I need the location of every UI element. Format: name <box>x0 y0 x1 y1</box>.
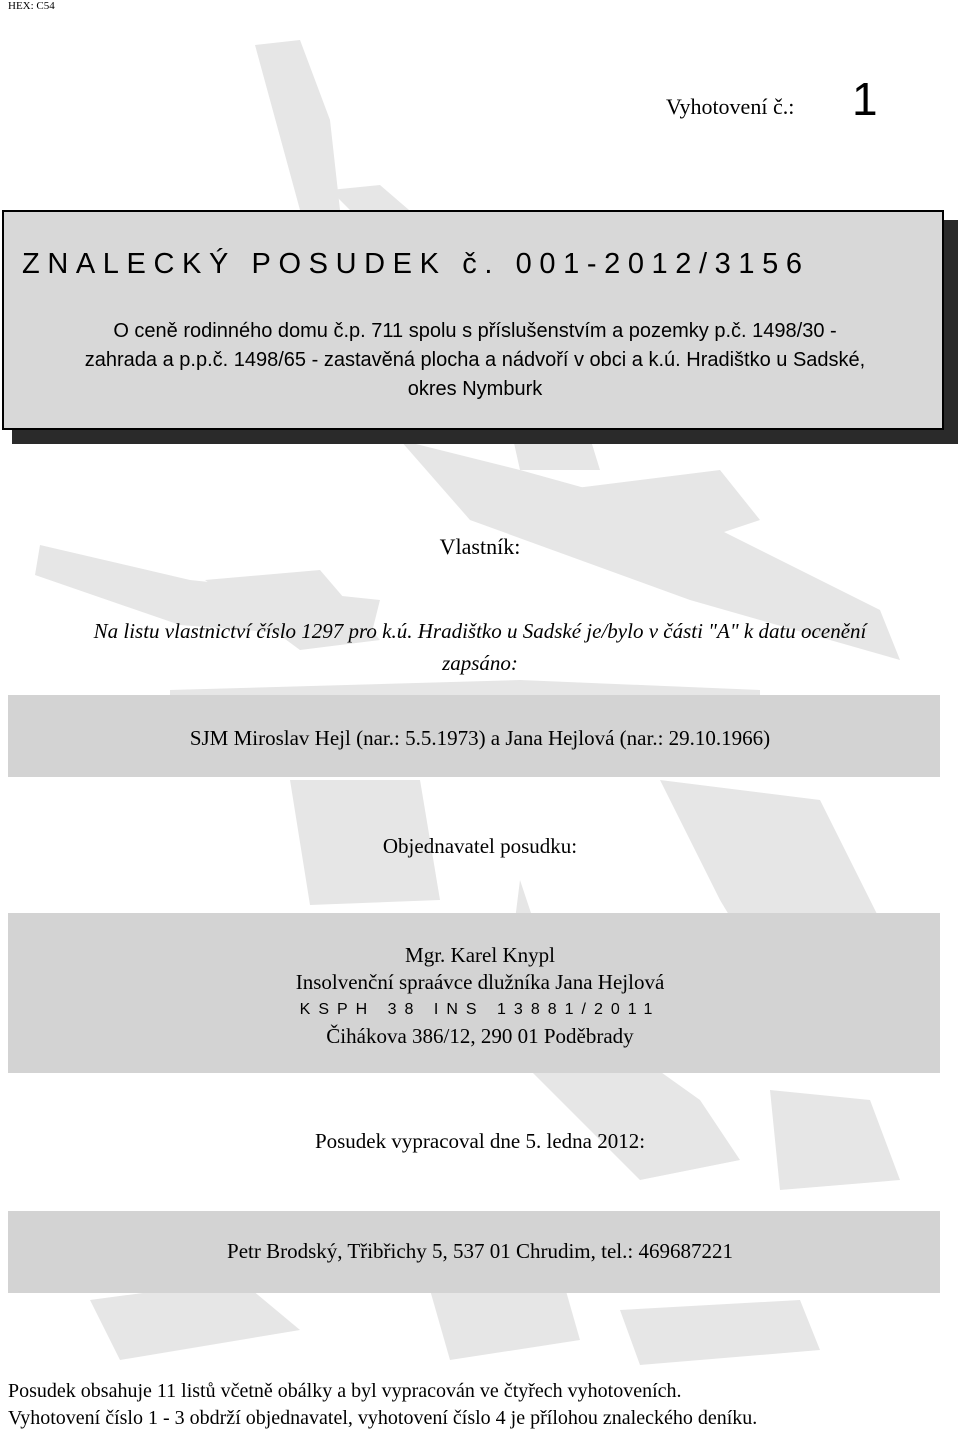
case-number: KSPH 38 INS 13881/2011 <box>299 1001 661 1018</box>
owners-text: SJM Miroslav Hejl (nar.: 5.5.1973) a Jana Hejlová (nar.: 29.10.1966) <box>189 726 771 750</box>
subtitle-line-3: okres Nymburk <box>407 378 543 400</box>
copy-number-label: Vyhotovení č.: <box>666 94 795 119</box>
footer-note <box>8 1378 757 1432</box>
subtitle-line-2: zahrada a p.p.č. 1498/65 - zastavěná plocha a nádvoří v obci a k.ú. Hradištko u Sadské, <box>84 349 866 371</box>
prepared-date: Posudek vypracoval dne 5. ledna 2012: <box>314 1129 646 1153</box>
author-text: Petr Brodský, Třibřichy 5, 537 01 Chrudim, tel.: 469687221 <box>227 1239 733 1263</box>
footer-line-1: Posudek obsahuje 11 listů včetně obálky a byl vypracován ve čtyřech vyhotoveních. <box>8 1380 682 1402</box>
client-role: Insolvenční spraávce dlužníka Jana Hejlová <box>295 970 665 994</box>
footer-line-2: Vyhotovení číslo 1 - 3 obdrží objednavatel, vyhotovení číslo 4 je přílohou znaleckého deníku. <box>8 1407 758 1429</box>
copy-number: 1 <box>852 73 878 125</box>
owner-label: Vlastník: <box>439 534 521 559</box>
hex-code: HEX: C54 <box>8 0 55 12</box>
ownership-note-line-2: zapsáno: <box>442 651 518 675</box>
ownership-note-line-1: Na listu vlastnictví číslo 1297 pro k.ú. Hradištko u Sadské je/bylo v části "A" k datu ocenění <box>93 619 867 643</box>
document-title: ZNALECKÝ POSUDEK č. 001-2012/3156 <box>22 248 810 280</box>
client-name: Mgr. Karel Knypl <box>405 943 555 967</box>
ownership-note <box>20 615 940 679</box>
client-details <box>0 942 960 1050</box>
client-label: Objednavatel posudku: <box>382 834 578 858</box>
document-subtitle <box>40 317 910 404</box>
client-address: Čihákova 386/12, 290 01 Poděbrady <box>326 1024 634 1048</box>
subtitle-line-1: O ceně rodinného domu č.p. 711 spolu s příslušenstvím a pozemky p.č. 1498/30 - <box>113 320 837 342</box>
